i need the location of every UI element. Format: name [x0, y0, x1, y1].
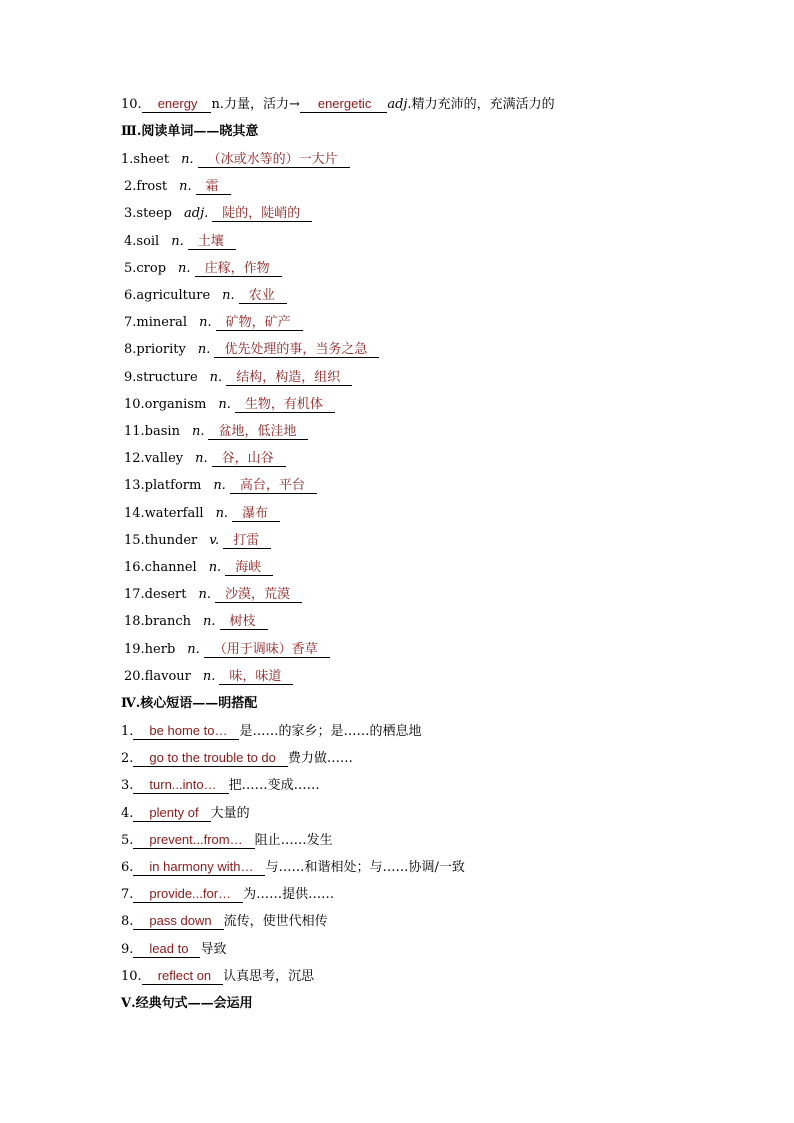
vocab-word: 7.mineral — [124, 315, 188, 331]
part-of-speech: n. — [215, 505, 229, 521]
answer-blank: 陡的，陡峭的 — [212, 205, 312, 222]
answer-blank: energetic — [300, 96, 387, 113]
vocab-word: 6.agriculture — [124, 288, 211, 303]
answer-blank: 结构，构造，组织 — [226, 369, 352, 386]
vocab-word: 14.waterfall — [124, 505, 204, 521]
answer-blank: 高台，平台 — [230, 477, 317, 494]
phrase-item — [121, 967, 314, 987]
answer-blank: 味，味道 — [219, 668, 293, 685]
phrase-meaning: 流传，使世代相传 — [223, 914, 328, 930]
item-number: 7. — [121, 887, 134, 903]
part-of-speech: n. — [178, 260, 191, 276]
vocab-item — [124, 395, 335, 415]
answer-blank: lead to — [133, 941, 200, 958]
answer-blank: in harmony with… — [133, 859, 265, 876]
vocab-word: 9.structure — [124, 369, 198, 385]
item-number: 5. — [121, 832, 134, 848]
part-of-speech: n. — [181, 152, 194, 167]
part-of-speech: n. — [197, 342, 211, 358]
answer-blank: go to the trouble to do — [133, 750, 287, 767]
item-number: 9. — [121, 941, 134, 957]
answer-blank: 盆地，低洼地 — [208, 423, 308, 440]
part-of-speech: n. — [209, 369, 223, 385]
answer-blank: pass down — [133, 913, 223, 930]
part-of-speech: n. — [203, 614, 216, 630]
answer-blank: be home to… — [133, 723, 239, 740]
phrase-meaning: 把……变成…… — [228, 778, 320, 794]
answer-blank: turn...into… — [133, 777, 228, 794]
phrase-meaning: 费力做…… — [287, 751, 353, 767]
vocab-word: 5.crop — [124, 260, 167, 276]
vocab-word: 20.flavour — [124, 668, 191, 684]
answer-blank: 沙漠，荒漠 — [215, 586, 302, 603]
answer-blank: 矿物，矿产 — [216, 314, 303, 331]
item-number: 1. — [121, 724, 134, 739]
vocab-item — [124, 585, 302, 605]
vocab-item — [124, 612, 268, 632]
section-heading-core-phrases: Ⅳ.核心短语——明搭配 — [121, 696, 258, 711]
vocab-word: 19.herb — [124, 641, 176, 657]
answer-blank: （冰或水等的）一大片 — [198, 151, 350, 168]
part-of-speech: v. — [209, 532, 220, 548]
part-of-speech: n. — [171, 233, 184, 249]
vocab-item — [124, 259, 282, 279]
answer-blank: 庄稼，作物 — [195, 260, 282, 277]
answer-blank: 打雷 — [223, 532, 271, 549]
part-of-speech: n. — [213, 478, 226, 494]
vocab-item — [124, 232, 236, 252]
phrase-item — [121, 831, 333, 851]
answer-blank: 瀑布 — [232, 505, 280, 522]
phrase-item — [121, 776, 320, 796]
part-of-speech: n. — [195, 451, 208, 467]
part-of-speech: n. — [179, 179, 192, 195]
vocab-item — [124, 504, 280, 524]
section-heading-reading-words: Ⅲ.阅读单词——晓其意 — [121, 124, 259, 139]
part-of-speech: n. — [208, 560, 222, 575]
item-text: n.力量，活力→ — [211, 97, 300, 112]
vocab-word: 3.steep — [124, 206, 173, 222]
phrase-item — [121, 940, 226, 960]
answer-blank: 海峡 — [225, 559, 273, 576]
vocab-word: 15.thunder — [124, 532, 198, 548]
item-number: 8. — [121, 914, 134, 930]
item-text: 精力充沛的，充满活力的 — [411, 97, 555, 112]
phrase-meaning: 阻止……发生 — [254, 832, 333, 848]
vocab-word: 4.soil — [124, 233, 160, 249]
vocab-word: 2.frost — [124, 179, 168, 195]
vocab-word: 16.channel — [124, 560, 197, 575]
answer-blank: reflect on — [142, 968, 223, 985]
item-number: 2. — [121, 751, 134, 767]
answer-blank: energy — [142, 96, 212, 113]
answer-blank: 优先处理的事，当务之急 — [214, 341, 379, 358]
vocab-item — [124, 667, 293, 687]
phrase-meaning: 是……的家乡；是……的栖息地 — [239, 724, 422, 739]
section-heading-classic-sentences: Ⅴ.经典句式——会运用 — [121, 996, 253, 1011]
vocab-item-energy — [121, 95, 555, 115]
answer-blank: plenty of — [133, 805, 210, 822]
vocab-item — [124, 476, 317, 496]
vocab-word: 17.desert — [124, 587, 187, 603]
vocab-word: 11.basin — [124, 424, 180, 439]
answer-blank: 谷，山谷 — [212, 450, 286, 467]
phrase-item — [121, 804, 250, 824]
part-of-speech: n. — [191, 424, 205, 439]
vocab-item — [124, 286, 287, 306]
part-of-speech: n. — [199, 315, 212, 331]
vocab-word: 10.organism — [124, 396, 207, 412]
phrase-item — [121, 749, 353, 769]
vocab-item — [124, 313, 303, 333]
item-number: 3. — [121, 778, 134, 794]
vocab-item — [121, 150, 350, 170]
vocab-item — [124, 449, 286, 469]
vocab-item — [124, 640, 330, 660]
answer-blank: prevent...from… — [133, 832, 254, 849]
part-of-speech: n. — [198, 587, 212, 603]
vocab-item — [124, 204, 312, 224]
vocab-word: 13.platform — [124, 478, 202, 494]
phrase-item — [121, 722, 421, 742]
part-of-speech: n. — [218, 396, 231, 412]
vocab-item — [124, 558, 273, 578]
phrase-item — [121, 912, 328, 932]
part-of-speech: n. — [187, 641, 200, 657]
vocab-word: 18.branch — [124, 614, 191, 630]
vocab-word: 1.sheet — [121, 152, 170, 167]
phrase-item — [121, 858, 465, 878]
item-number: 4. — [121, 805, 134, 821]
phrase-meaning: 认真思考，沉思 — [223, 968, 315, 984]
answer-blank: 农业 — [239, 287, 287, 304]
answer-blank: provide...for… — [133, 886, 243, 903]
part-of-speech: n. — [222, 288, 235, 303]
vocab-item — [124, 340, 379, 360]
answer-blank: 土壤 — [188, 233, 236, 250]
vocab-word: 8.priority — [124, 342, 186, 358]
phrase-meaning: 与……和谐相处；与……协调/一致 — [265, 860, 465, 875]
item-number: 10. — [121, 97, 142, 112]
vocab-item — [124, 177, 231, 197]
item-number: 6. — [121, 860, 134, 875]
phrase-item — [121, 885, 334, 905]
phrase-meaning: 大量的 — [210, 805, 250, 821]
vocab-item — [124, 368, 352, 388]
vocab-item — [124, 531, 271, 551]
item-number: 10. — [121, 968, 142, 984]
answer-blank: （用于调味）香草 — [204, 641, 330, 658]
phrase-meaning: 为……提供…… — [243, 887, 335, 903]
part-of-speech: adj. — [184, 206, 209, 222]
vocab-item — [124, 422, 308, 442]
answer-blank: 树枝 — [220, 613, 268, 630]
vocab-word: 12.valley — [124, 451, 184, 467]
answer-blank: 霜 — [196, 178, 231, 195]
phrase-meaning: 导致 — [200, 941, 227, 957]
part-of-speech: adj. — [387, 97, 412, 112]
answer-blank: 生物，有机体 — [235, 396, 335, 413]
part-of-speech: n. — [202, 668, 216, 684]
